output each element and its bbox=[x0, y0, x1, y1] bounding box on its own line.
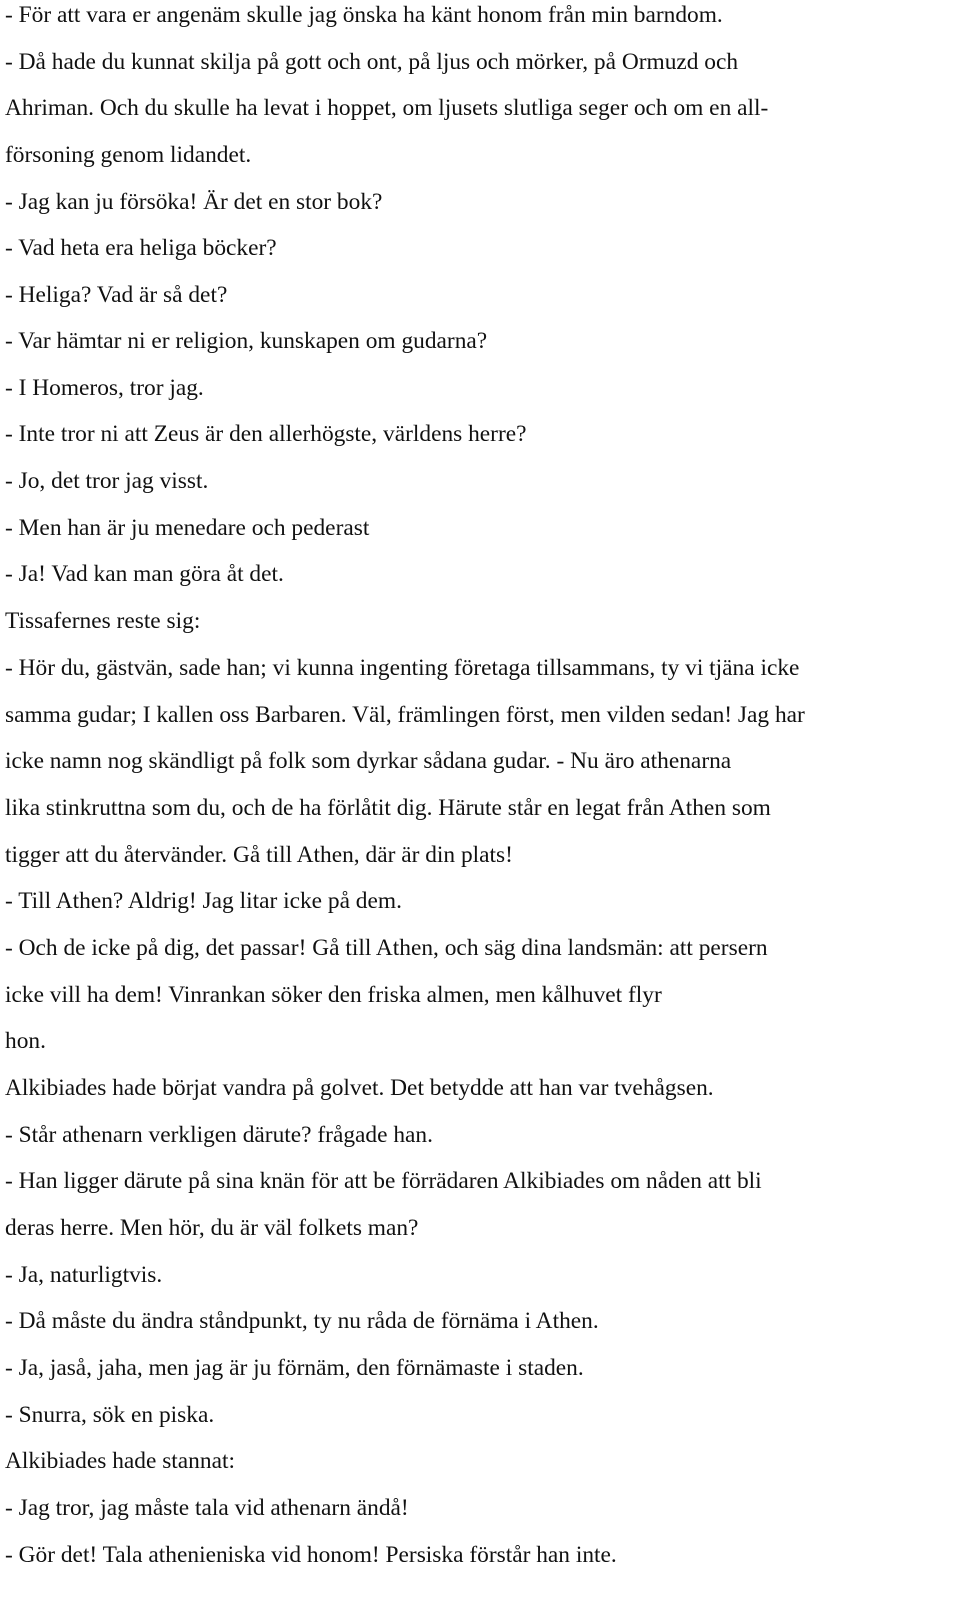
text-line: - Ja! Vad kan man göra åt det. bbox=[5, 561, 284, 587]
text-line: samma gudar; I kallen oss Barbaren. Väl, främlingen först, men vilden sedan! Jag har bbox=[5, 702, 805, 728]
text-line: - Jag kan ju försöka! Är det en stor bok? bbox=[5, 189, 383, 215]
text-line: icke vill ha dem! Vinrankan söker den friska almen, men kålhuvet flyr bbox=[5, 982, 662, 1008]
text-line: - Då hade du kunnat skilja på gott och ont, på ljus och mörker, på Ormuzd och bbox=[5, 48, 739, 75]
text-line: - Står athenarn verkligen därute? frågade han. bbox=[5, 1122, 433, 1148]
text-line: - Hör du, gästvän, sade han; vi kunna ingenting företaga tillsammans, ty vi tjäna icke bbox=[5, 655, 800, 681]
text-line: - För att vara er angenäm skulle jag önska ha känt honom från min barndom. bbox=[5, 2, 723, 28]
text-line: - Gör det! Tala athenieniska vid honom! Persiska förstår han inte. bbox=[5, 1542, 617, 1568]
text-line: - Inte tror ni att Zeus är den allerhögste, världens herre? bbox=[5, 421, 527, 447]
text-line: - Han ligger därute på sina knän för att be förrädaren Alkibiades om nåden att bli bbox=[5, 1168, 762, 1194]
text-line: - Jag tror, jag måste tala vid athenarn ändå! bbox=[5, 1495, 409, 1521]
text-line: tigger att du återvänder. Gå till Athen, där är din plats! bbox=[5, 842, 513, 868]
text-line: hon. bbox=[5, 1028, 46, 1054]
text-line: Tissafernes reste sig: bbox=[5, 608, 201, 634]
text-line: - Till Athen? Aldrig! Jag litar icke på dem. bbox=[5, 888, 402, 914]
text-line: försoning genom lidandet. bbox=[5, 142, 252, 168]
text-line: - I Homeros, tror jag. bbox=[5, 375, 204, 401]
text-line: - Men han är ju menedare och pederast bbox=[5, 515, 370, 541]
text-line: deras herre. Men hör, du är väl folkets man? bbox=[5, 1215, 419, 1241]
text-line: - Då måste du ändra ståndpunkt, ty nu råda de förnäma i Athen. bbox=[5, 1308, 599, 1334]
text-line: - Heliga? Vad är så det? bbox=[5, 282, 228, 308]
text-line: lika stinkruttna som du, och de ha förlåtit dig. Härute står en legat från Athen som bbox=[5, 795, 771, 821]
text-line: icke namn nog skändligt på folk som dyrkar sådana gudar. - Nu äro athenarna bbox=[5, 748, 732, 774]
text-line: - Och de icke på dig, det passar! Gå till Athen, och säg dina landsmän: att persern bbox=[5, 935, 768, 961]
text-line: - Ja, naturligtvis. bbox=[5, 1262, 163, 1288]
text-line: Ahriman. Och du skulle ha levat i hoppet, om ljusets slutliga seger och om en all- bbox=[5, 95, 769, 121]
text-line: - Ja, jaså, jaha, men jag är ju förnäm, den förnämaste i staden. bbox=[5, 1355, 584, 1381]
text-line: Alkibiades hade stannat: bbox=[5, 1448, 235, 1474]
text-line: - Vad heta era heliga böcker? bbox=[5, 235, 277, 261]
text-line: - Var hämtar ni er religion, kunskapen om gudarna? bbox=[5, 328, 488, 354]
text-line: - Jo, det tror jag visst. bbox=[5, 468, 209, 494]
text-line: - Snurra, sök en piska. bbox=[5, 1402, 215, 1428]
text-line: Alkibiades hade börjat vandra på golvet. Det betydde att han var tvehågsen. bbox=[5, 1075, 714, 1101]
